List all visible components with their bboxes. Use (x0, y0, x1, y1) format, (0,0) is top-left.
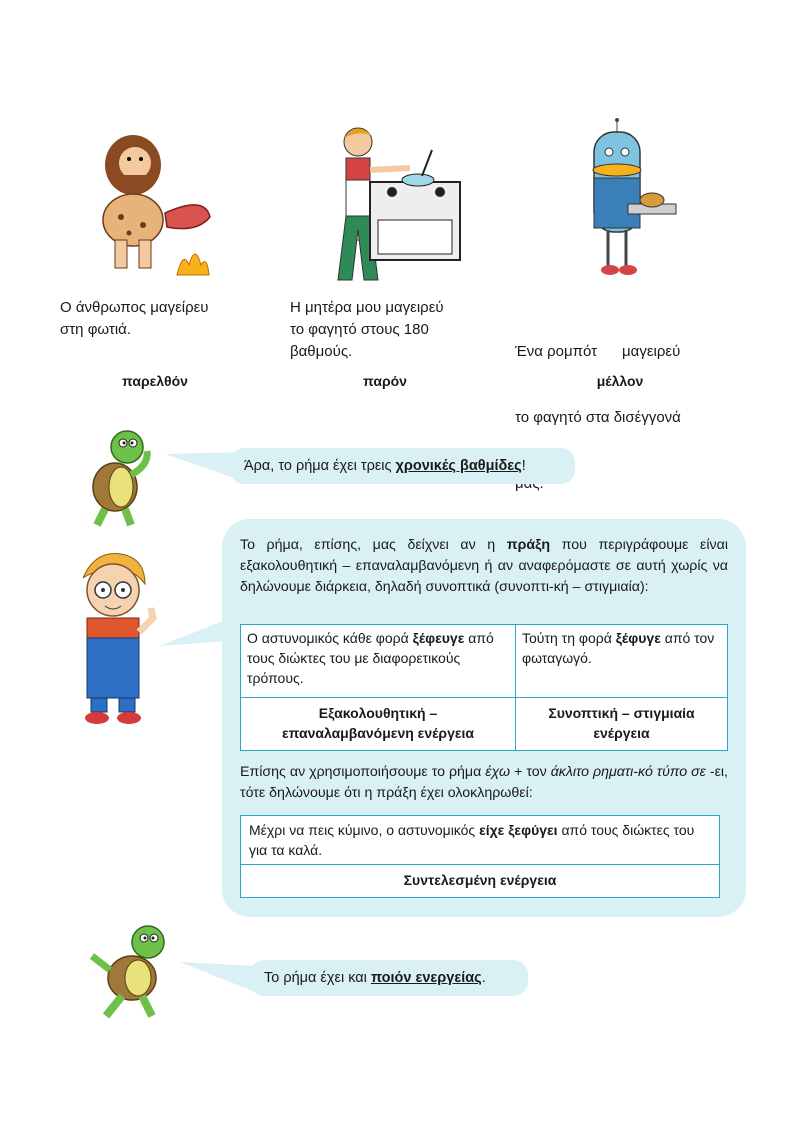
bubble2-term: ποιόν ενεργείας (370, 970, 482, 986)
robot-cooking-illustration (572, 118, 682, 288)
intro-text-1: Το ρήμα, επίσης, μας δείχνει αν η (240, 537, 507, 553)
perfect-example-end: από τους διώκτες του για τα καλά. (249, 822, 695, 858)
para2-text-3: -ει, τότε δηλώνουμε ότι η πράξη έχει ολοκληρωθεί: (240, 764, 728, 801)
para2-italic-form: άκλιτο ρηματι-κό τύπο σε (550, 764, 706, 780)
perfect-example-text: Μέχρι να πεις κύμινο, ο αστυνομικός (249, 822, 480, 838)
bubble3-tail (180, 958, 255, 998)
perfect-table (240, 815, 720, 898)
caption-present-line2: το φαγητό στους 180 (290, 321, 429, 338)
label-future: μέλλον (596, 373, 644, 389)
aspect-table (240, 624, 728, 751)
left-example-verb: ξέφευγε (412, 630, 465, 646)
bubble1-text: Άρα, το ρήμα έχει τρεις (244, 458, 396, 474)
perfect-paragraph (240, 762, 728, 804)
caption-future (515, 297, 745, 517)
caption-present-line1: Η μητέρα μου μαγειρεύ (290, 299, 444, 316)
intro-bold-action: πράξη (506, 537, 551, 553)
para2-text-1: Επίσης αν χρησιμοποιήσουμε το ρήμα (240, 764, 486, 780)
left-example-text: Ο αστυνομικός κάθε φορά (247, 630, 413, 646)
table1-right-example (516, 625, 728, 698)
table1-left-heading: Εξακολουθητική – επαναλαμβανόμενη ενέργεια (241, 698, 516, 751)
para2-italic-verb: έχω (485, 764, 511, 780)
perfect-example-verb: είχε ξεφύγει (479, 822, 558, 838)
turtle-walking-icon (78, 920, 188, 1020)
boy-pointing-icon (65, 548, 165, 728)
label-present: παρόν (363, 373, 407, 389)
intro-paragraph (240, 535, 728, 598)
left-example-end: από τους διώκτες του με διαφορετικούς τρόπους. (247, 630, 494, 686)
bubble-time-levels (230, 448, 575, 484)
caption-past (60, 297, 260, 341)
bubble2-end: . (481, 970, 486, 986)
table2-example (241, 816, 720, 865)
intro-text-2: που περιγράφουμε είναι εξακολουθητική – επαναλαμβανόμενη ή αν αναφερόμαστε σε αυτή χωρίς να δηλώνουμε διάρκεια, δηλαδή συνοπτικά (συνοπτι-κή – στιγμιαία): (240, 537, 728, 595)
label-past: παρελθόν (122, 373, 188, 389)
para2-text-2: + τον (510, 764, 551, 780)
caption-past-line2: στη φωτιά. (60, 321, 132, 338)
bubble2-text: Το ρήμα έχει και (264, 970, 371, 986)
right-example-end: από τον φωταγωγό. (522, 630, 715, 666)
bubble1-tail (165, 446, 240, 486)
caption-future-line1: Ένα ρομπότ μαγειρεύ (515, 343, 681, 360)
bubble-aspect (250, 960, 528, 996)
bubble1-term: χρονικές βαθμίδες (395, 458, 522, 474)
mother-cooking-illustration (320, 120, 470, 285)
table1-right-heading: Συνοπτική – στιγμιαία ενέργεια (516, 698, 728, 751)
caption-present-line3: βαθμούς. (290, 343, 353, 360)
caption-future-line2: το φαγητό στα δισέγγονά (515, 409, 681, 426)
turtle-icon (75, 425, 165, 530)
table2-heading: Συντελεσμένη ενέργεια (241, 865, 720, 898)
right-example-text: Τούτη τη φορά (522, 630, 616, 646)
table1-left-example (241, 625, 516, 698)
bubble1-end: ! (521, 458, 526, 474)
caption-past-line1: Ο άνθρωπος μαγείρευ (60, 299, 209, 316)
right-example-verb: ξέφυγε (615, 630, 661, 646)
caveman-cooking-illustration (85, 125, 225, 285)
caption-present (290, 297, 490, 363)
